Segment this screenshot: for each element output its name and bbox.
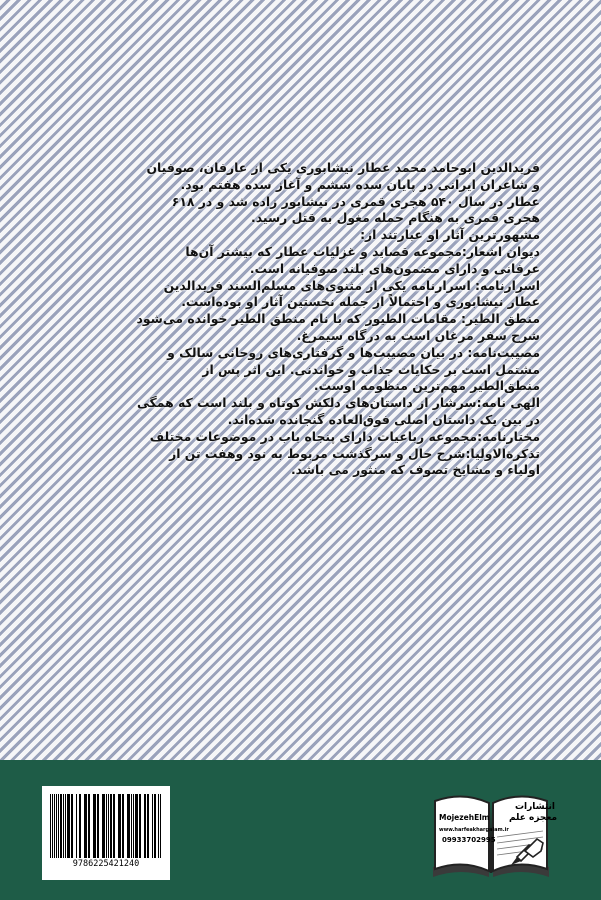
text-line: شرح سفر مرغان است به درگاه سیمرغ. xyxy=(296,327,540,343)
text-line: منطق الطیر: مقامات الطیور که با نام منطق الطیر خوانده می‌شود xyxy=(136,311,540,327)
back-cover-text xyxy=(60,160,540,479)
publisher-name-line1: انتشارات xyxy=(515,802,555,812)
barcode-bar xyxy=(160,794,161,858)
text-line: مصیبت‌نامه: در بیان مصیبت‌ها و گرفتاری‌های روحانی سالک و xyxy=(167,344,540,360)
text-line: مشهورترین آثار او عبارتند از: xyxy=(360,227,540,243)
publisher-website: www.harfeakhargalam.ir xyxy=(439,827,509,833)
text-line: مشتمل است بر حکایات جذاب و خواندنی. این اثر پس از xyxy=(202,361,540,377)
text-line: عرفانی و دارای مضمون‌های بلند صوفیانه است. xyxy=(249,260,540,276)
barcode-number: 9786225421240 xyxy=(72,859,140,869)
barcode xyxy=(42,786,170,880)
publisher-logo xyxy=(425,781,557,885)
text-line: عطار در سال ۵۴۰ هجری قمری در نیشابور زاده شد و در ۶۱۸ xyxy=(171,193,540,209)
text-line: دیوان اشعار:مجموعه قصاید و غزلیات عطار که بیشتر آن‌ها xyxy=(185,243,540,259)
text-line: عطار نیشابوری و احتمالاً از جمله نخستین آثار او بوده‌است. xyxy=(181,294,540,310)
text-line: تذکرة‌الاولیا:شرح حال و سرگذشت مربوط به نود وهفت تن از xyxy=(169,445,540,461)
text-line: فریدالدین ابوحامد محمد عطار نیشابوری یکی از عارفان، صوفیان xyxy=(146,160,540,175)
text-line: الهی نامه:سرشار از داستان‌های دلکش کوتاه و بلند است که همگی xyxy=(137,395,540,411)
text-line: اولیاء و مشایخ تصوف که منثور می باشد. xyxy=(290,462,540,478)
open-book-icon xyxy=(425,781,557,885)
text-line: در بین یک داستان اصلی فوق‌العاده گنجانده شده‌اند. xyxy=(227,411,540,427)
publisher-name-line2: معجزه علم xyxy=(509,813,558,823)
text-line: و شاعران ایرانی در پایان سده ششم و آغاز سده هفتم بود. xyxy=(180,176,540,192)
barcode-bars xyxy=(50,794,162,858)
text-line: مختارنامه:مجموعه رباعیات دارای پنجاه باب در موضوعات مختلف xyxy=(149,428,540,444)
text-line: منطق‌الطیر مهم‌ترین منظومه اوست. xyxy=(313,378,540,394)
publisher-latin-name: MojezehElm xyxy=(439,813,490,822)
text-line: اسرارنامه: اسرارنامه یکی از مثنوی‌های مسلم‌السند فریدالدین xyxy=(163,277,540,293)
publisher-phone: 09933702995 xyxy=(442,836,496,844)
text-line: هجری قمری به هنگام حمله مغول به قتل رسید. xyxy=(251,210,540,226)
